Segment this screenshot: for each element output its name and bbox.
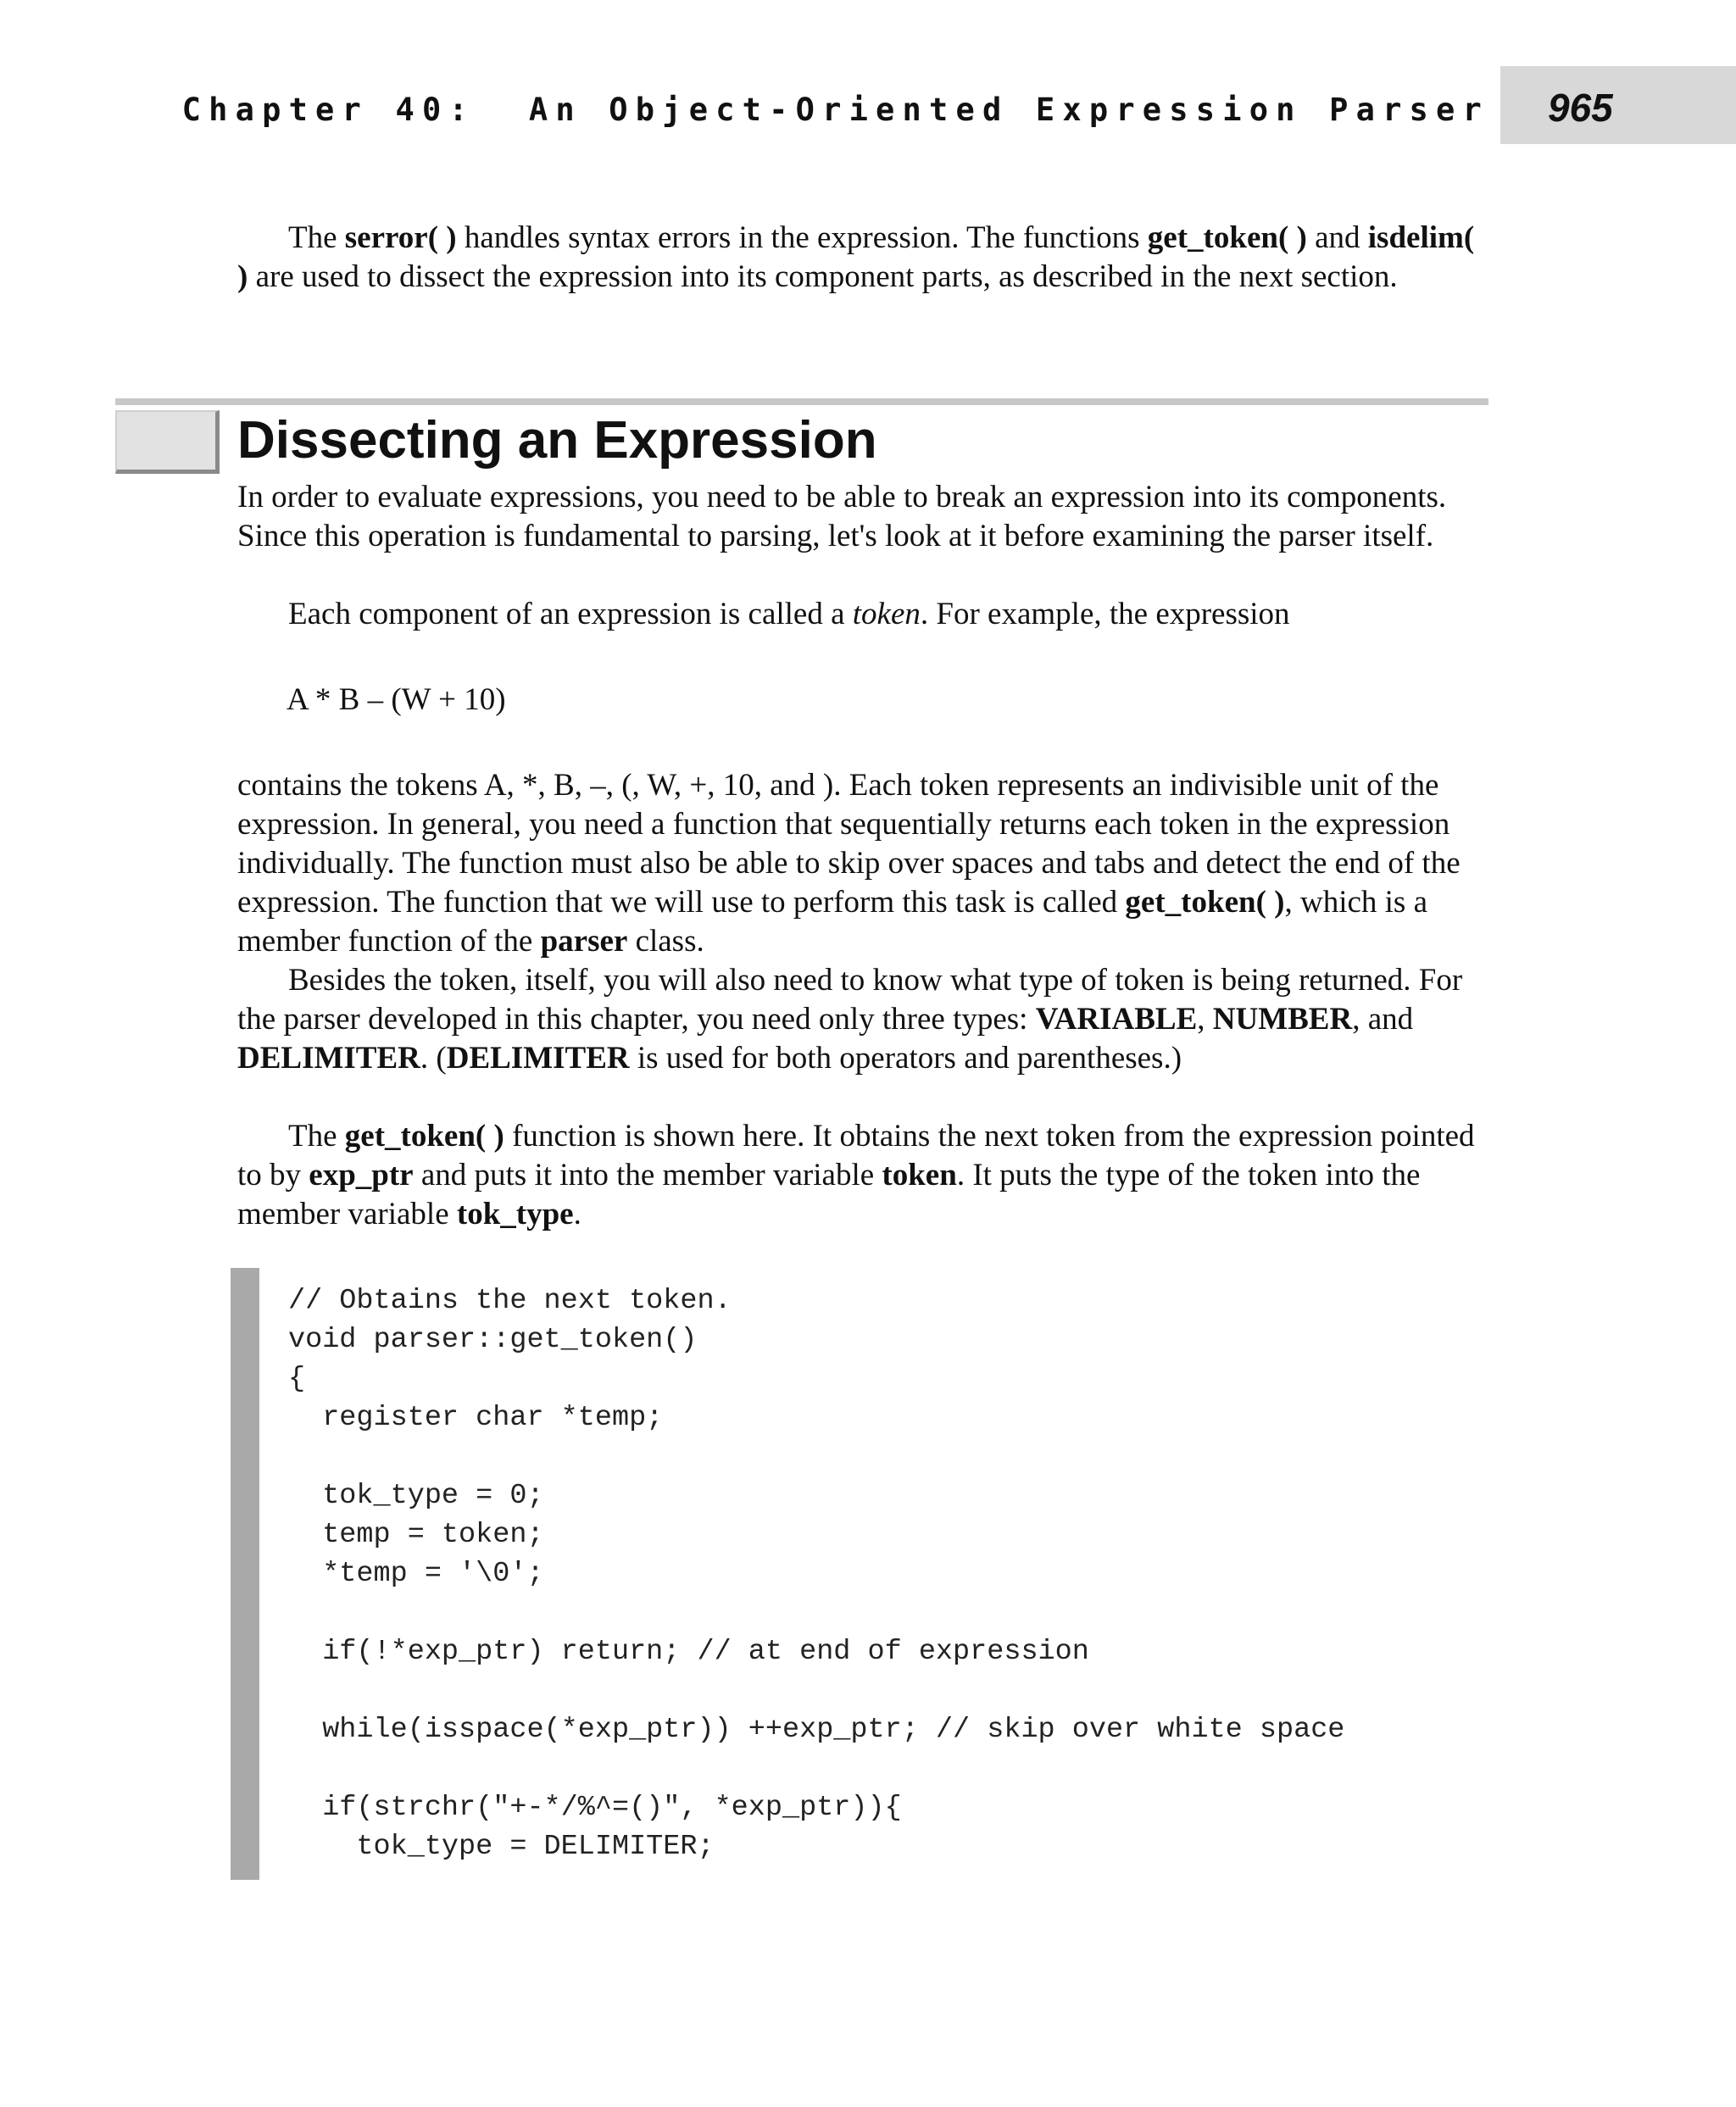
section-paragraph-3: contains the tokens A, *, B, –, (, W, +, 10, and ). Each token represents an indivisible unit of the expression. In general, you need a function that sequentially returns each token in the expression individually. The function must also be able to skip over spaces and tabs and detect the end of the expression. The function that we will use to perform this task is called get_token( ), which is a member function of the parser class. — [237, 768, 1461, 959]
chapter-title: Chapter 40: An Object-Oriented Expression Parser — [181, 92, 1489, 128]
code-listing-bar — [231, 1268, 259, 1880]
intro-paragraph: The serror( ) handles syntax errors in the expression. The functions get_token( ) and isdelim( ) are used to dissect the expression into its component parts, as described in the next section. — [237, 220, 1475, 294]
page-header — [0, 66, 1736, 147]
section-divider — [115, 398, 1488, 405]
section-paragraph-2: Each component of an expression is called a token. For example, the expression — [288, 597, 1290, 631]
page-number-box — [1500, 66, 1736, 144]
example-expression: A * B – (W + 10) — [287, 682, 506, 717]
section-paragraph-5: The get_token( ) function is shown here. It obtains the next token from the expression pointed to by exp_ptr and puts it into the member variable token. It puts the type of the token into the member variable tok_type. — [237, 1119, 1475, 1231]
section-paragraph-1: In order to evaluate expressions, you need to be able to break an expression into its components. Since this operation is fundamental to parsing, let's look at it before examining the parser itself. — [237, 480, 1447, 553]
section-heading: Dissecting an Expression — [237, 411, 877, 470]
section-marker-box — [115, 410, 220, 474]
page-number: 965 — [1548, 86, 1613, 130]
code-listing: // Obtains the next token. void parser::get_token() { register char *temp; tok_type = 0; temp = token; *temp = '\0'; if(!*exp_ptr) return; // at end of expression while(isspace(*exp_ptr)) ++exp_ptr; // skip over white space if(strchr("+-*/%^=()", *exp_ptr)){ tok_type = DELIMITER; — [288, 1285, 1345, 1863]
section-paragraph-4: Besides the token, itself, you will also need to know what type of token is being returned. For the parser developed in this chapter, you need only three types: VARIABLE, NUMBER, and DELIMITER. (DELIMITER is used for both operators and parentheses.) — [237, 963, 1463, 1076]
